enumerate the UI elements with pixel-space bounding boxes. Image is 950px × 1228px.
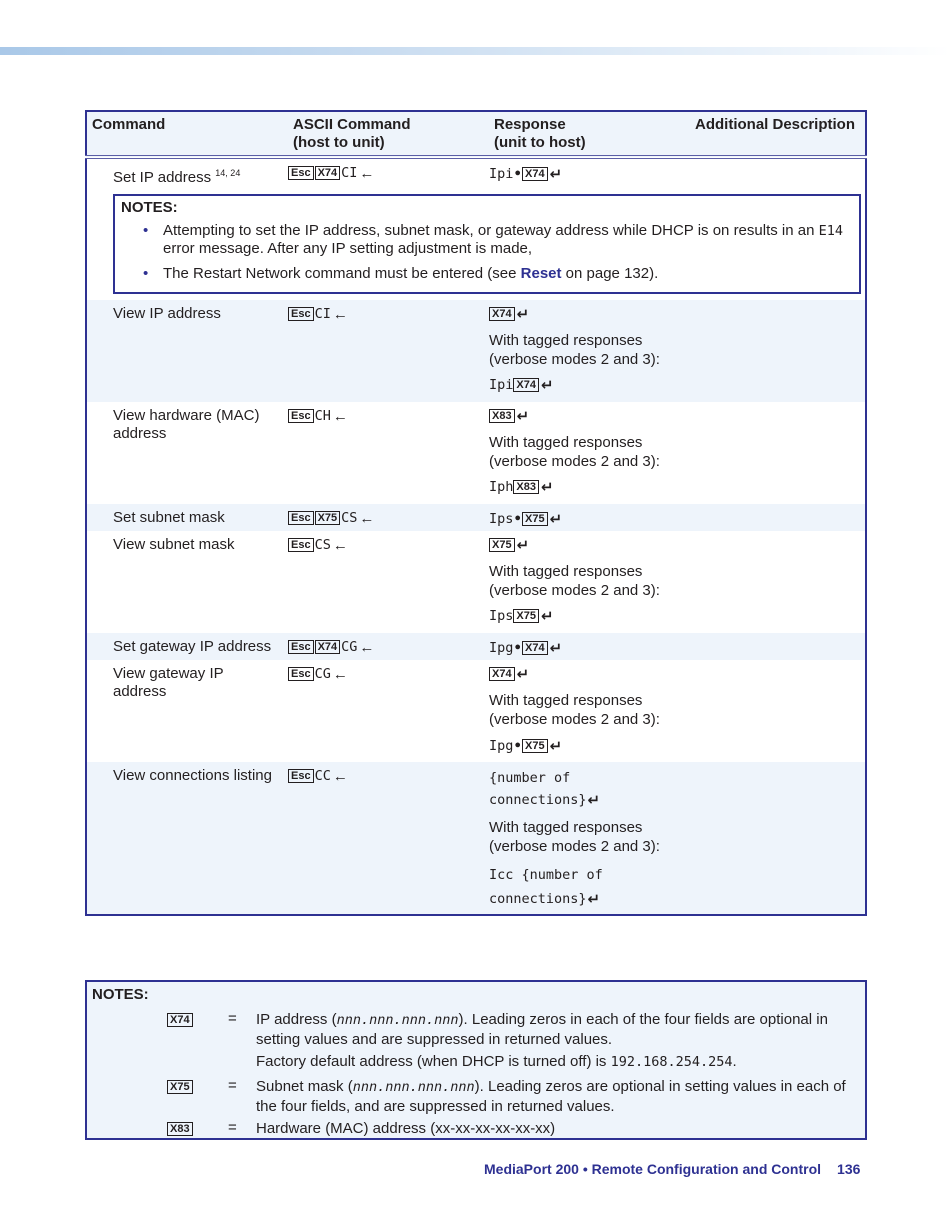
ascii-command: Esc X75 CS ← — [288, 504, 489, 531]
bullet-space-icon: ● — [514, 641, 522, 653]
response: {number of connections}↵ With tagged responses (verbose modes 2 and 3): Icc {number of connections}↵ — [489, 762, 690, 915]
note-item: • The Restart Network command must be entered (see Reset on page 132). — [163, 265, 849, 283]
header-ascii: ASCII Command (host to unit) — [288, 111, 489, 157]
command-name: View subnet mask — [113, 536, 235, 553]
arrow-left-icon: ← — [332, 768, 348, 785]
ascii-command: Esc CG ← — [288, 660, 489, 762]
page-footer — [484, 1161, 860, 1177]
arrow-left-icon: ← — [359, 165, 375, 182]
arrow-left-icon: ← — [359, 639, 375, 656]
return-icon: ↵ — [549, 511, 563, 528]
table-row — [86, 157, 866, 190]
command-name: Set subnet mask — [86, 504, 288, 531]
footer-title: MediaPort 200 • Remote Configuration and Control — [484, 1161, 822, 1177]
response: X83 ↵ With tagged responses (verbose modes 2 and 3): Iph X83 ↵ — [489, 408, 660, 496]
table-row — [86, 504, 866, 531]
header-additional: Additional Description — [690, 111, 866, 157]
ascii-command: Esc X74 CG ← — [288, 633, 489, 660]
note-item: • Attempting to set the IP address, subnet mask, or gateway address while DHCP is on results in an E14 error message. After any IP setting adjustment is made, — [163, 222, 849, 258]
arrow-left-icon: ← — [332, 306, 348, 323]
ascii-command: Esc CH ← — [288, 402, 489, 504]
return-icon: ↵ — [549, 738, 563, 755]
table-row — [86, 633, 866, 660]
command-table — [85, 110, 867, 916]
bullet-space-icon: ● — [514, 167, 522, 179]
command-name: Set IP address $^{14, 24}$ — [113, 168, 241, 186]
return-icon: ↵ — [516, 537, 530, 554]
response: X74 ↵ With tagged responses (verbose modes 2 and 3): Ipi X74 ↵ — [489, 300, 690, 402]
table-row — [86, 402, 866, 504]
command-name: View gateway IP address — [113, 665, 224, 700]
return-icon: ↵ — [540, 377, 554, 394]
ascii-command: Esc X74 CI ← — [288, 157, 489, 190]
notes-row — [86, 190, 866, 300]
arrow-left-icon: ← — [332, 408, 348, 425]
return-icon: ↵ — [516, 408, 530, 425]
arrow-left-icon: ← — [359, 510, 375, 527]
return-icon: ↵ — [516, 666, 530, 683]
table-row — [86, 762, 866, 915]
return-icon: ↵ — [549, 640, 563, 657]
reset-link[interactable]: Reset — [520, 265, 562, 282]
return-icon: ↵ — [587, 891, 601, 908]
ascii-command: Esc CC ← — [288, 762, 489, 915]
ascii-command: Esc CS ← — [288, 531, 489, 633]
header-response: Response (unit to host) — [489, 111, 690, 157]
return-icon: ↵ — [549, 166, 563, 183]
command-name: View IP address — [86, 300, 288, 402]
header-gradient-bar — [0, 47, 950, 55]
ascii-command: Esc CI ← — [288, 300, 489, 402]
arrow-left-icon: ← — [332, 666, 348, 683]
bullet-space-icon: ● — [514, 739, 522, 751]
return-icon: ↵ — [587, 792, 601, 809]
table-row — [86, 300, 866, 402]
variable-notes-box: NOTES: X74 = IP address (nnn.nnn.nnn.nnn). Leading zeros in each of the four fields are optional in setting values and are suppressed in returned values. Factory default address (when DHCP is turned off) is 192.168.254.254. X75 = Subnet mask (nnn.nnn.nnn.nnn). Leading zeros are optional in setting values in each of the four fields, and are suppressed in returned values. X83 = Hardware (MAC) address (xx-xx-xx-xx-xx-xx) — [85, 980, 867, 1140]
command-name: Set gateway IP address — [86, 633, 288, 660]
command-name: View hardware (MAC) address — [113, 407, 260, 442]
return-icon: ↵ — [516, 306, 530, 323]
arrow-left-icon: ← — [332, 537, 348, 554]
response: X74 ↵ With tagged responses (verbose modes 2 and 3): Ipg● X75 ↵ — [489, 666, 660, 755]
notes-title: NOTES: — [92, 986, 149, 1003]
bullet-space-icon: ● — [514, 512, 522, 524]
table-row — [86, 531, 866, 633]
return-icon: ↵ — [540, 608, 554, 625]
response: Ipi● X74 ↵ — [489, 166, 563, 183]
response: X75 ↵ With tagged responses (verbose modes 2 and 3): Ips X75 ↵ — [489, 537, 660, 625]
notes-box: NOTES: • Attempting to set the IP address, subnet mask, or gateway address while DHCP is on results in an E14 error message. After any IP setting adjustment is made, • The Restart Network command must be entered (see Reset on page 132). — [113, 194, 861, 294]
command-name: View connections listing — [86, 762, 288, 915]
table-row — [86, 660, 866, 762]
header-command: Command — [86, 111, 288, 157]
table-header-row — [86, 111, 866, 157]
response: Ipg● X74 ↵ — [489, 633, 690, 660]
response: Ips● X75 ↵ — [489, 504, 690, 531]
return-icon: ↵ — [540, 479, 554, 496]
page-number: 136 — [837, 1161, 861, 1177]
